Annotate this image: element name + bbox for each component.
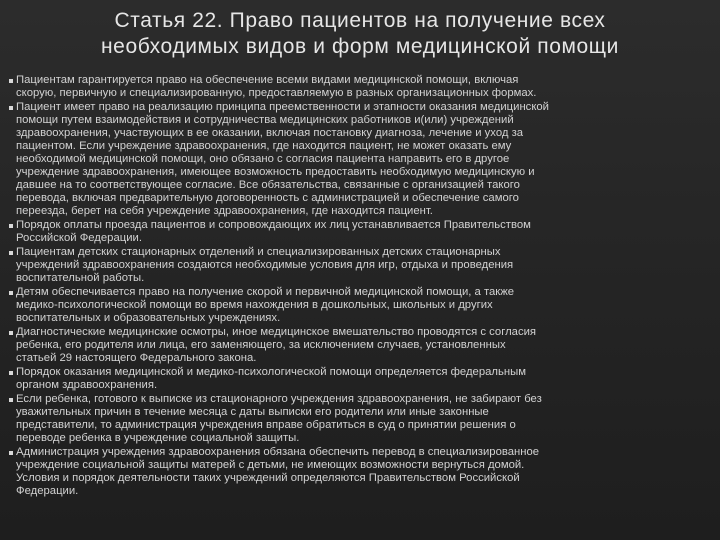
square-bullet-icon [9,398,13,402]
paragraph-line: Детям обеспечивается право на получение скорой и первичной медицинской помощи, а также [16,286,515,298]
paragraph-line: перевода, включая предварительную договоренность с администрацией и обеспечение самого [16,192,519,204]
paragraph-text [16,219,677,245]
paragraph-text [16,446,677,498]
paragraph-line: медико-психологической помощи во время нахождения в дошкольных, школьных и других [16,299,493,311]
paragraph-line: ребенка, его родителя или лица, его заменяющего, за исключением случаев, установленных [16,339,506,351]
paragraph-line: Российской Федерации. [16,232,142,244]
square-bullet-icon [9,451,13,455]
square-bullet-icon [9,224,13,228]
paragraph-line: Пациентам детских стационарных отделений и специализированных детских стационарных [16,246,501,258]
paragraph-line: давшее на то соответствующее согласие. Все обязательства, связанные с организацией такого [16,179,520,191]
paragraph-text [16,326,677,365]
paragraph-line: помощи путем взаимодействия и сотрудничества медицинских работников и(или) учреждений [16,114,514,126]
paragraph-line: переводе ребенка в учреждение социальной защиты. [16,432,300,444]
square-bullet-icon [9,79,13,83]
bullet-paragraph [9,326,677,365]
bullet-paragraph [9,286,677,325]
paragraph-line: переезда, берет на себя учреждение здравоохранения, где находится пациент. [16,205,433,217]
paragraph-line: пациентом. Если учреждение здравоохранения, где находится пациент, не может оказать ему [16,140,512,152]
paragraph-line: Федерации. [16,485,79,497]
title-line-1: Статья 22. Право пациентов на получение всех [114,9,606,32]
paragraph-line: органом здравоохранения. [16,379,158,391]
paragraph-text [16,393,677,445]
bullet-paragraph [9,246,677,285]
paragraph-line: учреждений здравоохранения создаются необходимые условия для игр, отдыха и проведения [16,259,514,271]
title-line-2: необходимых видов и форм медицинской помощи [100,35,620,58]
paragraph-text [16,286,677,325]
paragraph-line: воспитательной работы. [16,272,145,284]
paragraph-line: Порядок оказания медицинской и медико-психологической помощи определяется федеральным [16,366,526,378]
paragraph-line: здравоохранения, участвующих в ее оказании, включая постановку диагноза, лечение и уход за [16,127,524,139]
paragraph-line: Условия и порядок деятельности таких учреждений определяются Правительством Российской [16,472,520,484]
square-bullet-icon [9,251,13,255]
paragraph-line: скорую, первичную и специализированную, предоставляемую в разных организационных формах. [16,87,537,99]
paragraph-line: Если ребенка, готового к выписке из стационарного учреждения здравоохранения, не забирают без [16,393,542,405]
paragraph-line: учреждение социальной защиты матерей с детьми, не имеющих возможности вернуться домой. [16,459,525,471]
bullet-paragraph [9,366,677,392]
article-body [9,74,677,499]
bullet-paragraph [9,74,677,100]
paragraph-line: представители, то администрация учреждения вправе обратиться в суд о принятии решения о [16,419,516,431]
paragraph-line: Пациент имеет право на реализацию принципа преемственности и этапности оказания медицинской [16,101,549,113]
paragraph-line: воспитательных и образовательных учреждениях. [16,312,281,324]
square-bullet-icon [9,291,13,295]
paragraph-text [16,101,677,218]
paragraph-line: необходимой медицинской помощи, оно обязано с согласия пациента направить его в другое [16,153,510,165]
paragraph-line: статьей 29 настоящего Федерального закона. [16,352,257,364]
paragraph-text [16,366,677,392]
paragraph-line: Порядок оплаты проезда пациентов и сопровождающих их лиц устанавливается Правительством [16,219,531,231]
square-bullet-icon [9,331,13,335]
paragraph-line: Пациентам гарантируется право на обеспечение всеми видами медицинской помощи, включая [16,74,519,86]
bullet-paragraph [9,219,677,245]
paragraph-line: Диагностические медицинские осмотры, иное медицинское вмешательство проводятся с согласия [16,326,537,338]
paragraph-text [16,246,677,285]
paragraph-line: Администрация учреждения здравоохранения обязана обеспечить перевод в специализированное [16,446,540,458]
bullet-paragraph [9,393,677,445]
paragraph-line: учреждение здравоохранения, имеющее возможность предоставить необходимую медицинскую и [16,166,535,178]
slide-title [20,8,700,60]
paragraph-line: уважительных причин в течение месяца с даты выписки его родители или иные законные [16,406,489,418]
paragraph-text [16,74,677,100]
bullet-paragraph [9,446,677,498]
bullet-paragraph [9,101,677,218]
square-bullet-icon [9,371,13,375]
square-bullet-icon [9,106,13,110]
